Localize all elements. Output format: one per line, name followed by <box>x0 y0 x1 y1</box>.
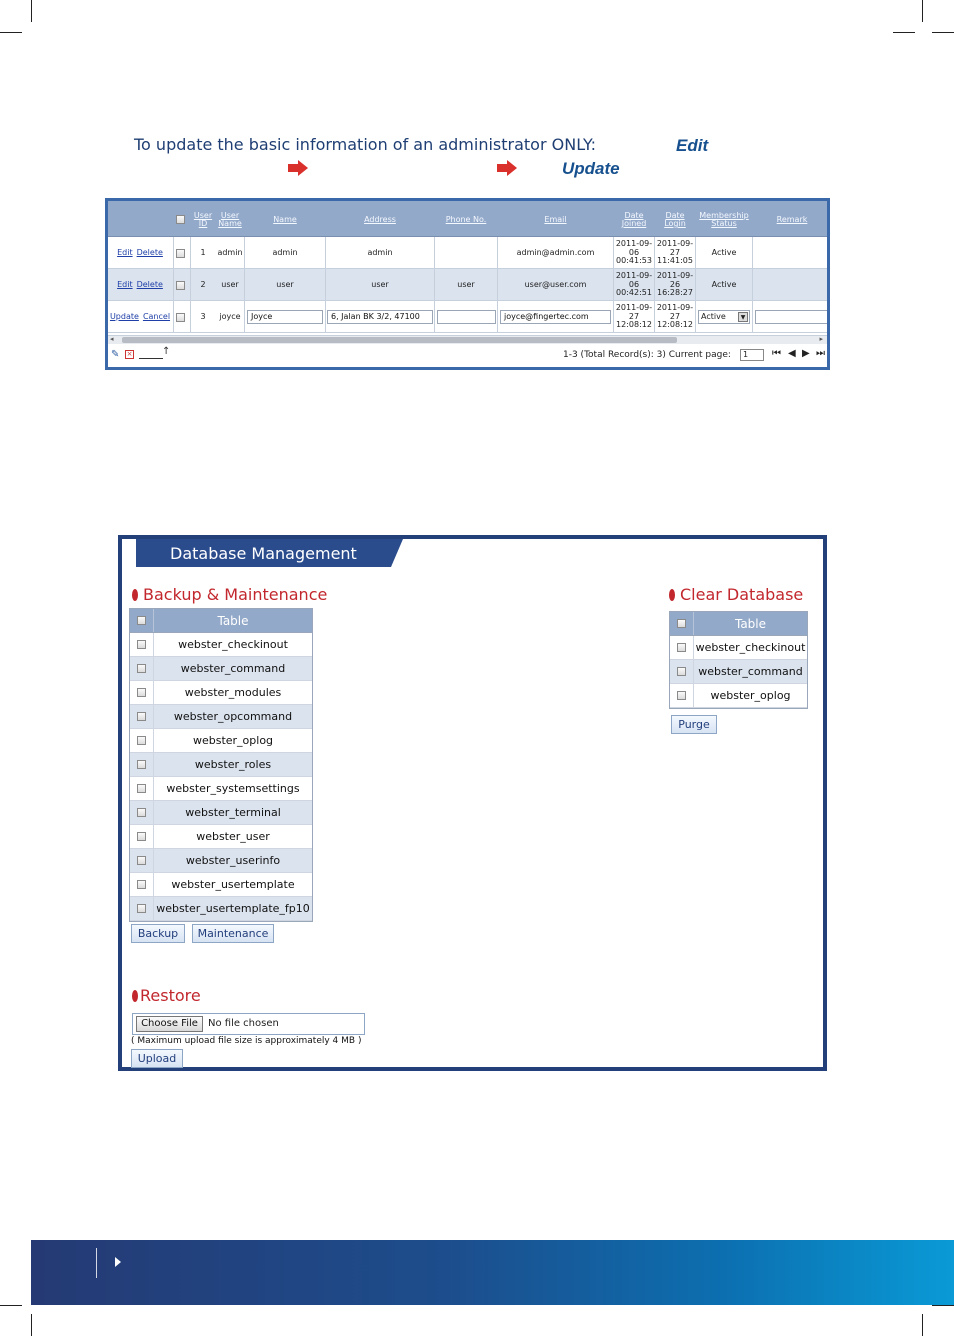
cell-address: user <box>371 279 389 289</box>
scroll-left-icon[interactable]: ◂ <box>110 335 114 343</box>
backup-section-title: Backup & Maintenance <box>143 585 328 604</box>
table-row <box>130 681 312 705</box>
table-name: webster_modules <box>184 686 282 699</box>
cell-email: admin@admin.com <box>516 247 595 257</box>
table-name: webster_checkinout <box>695 641 806 654</box>
table-column-header: Table <box>734 616 767 631</box>
table-name: webster_usertemplate <box>171 878 295 891</box>
cell-status: Active <box>711 279 737 289</box>
row-checkbox[interactable] <box>130 849 154 872</box>
name-input[interactable]: Joyce <box>247 310 323 324</box>
crop-mark <box>0 32 22 33</box>
crop-mark <box>932 32 954 33</box>
cell-date-login: 2011-09-26 16:28:27 <box>656 271 694 298</box>
cell-date-login: 2011-09-27 12:08:12 <box>656 303 694 330</box>
cell-date-joined: 2011-09-27 12:08:12 <box>615 303 653 330</box>
row-checkbox[interactable] <box>130 729 154 752</box>
update-keyword: Update <box>562 159 620 178</box>
cell-username: joyce <box>219 311 241 321</box>
header-date-login[interactable]: Date Login <box>664 210 686 228</box>
edit-link[interactable]: Edit <box>117 279 133 289</box>
page-select-value: 1 <box>743 350 749 359</box>
row-checkbox[interactable] <box>130 873 154 896</box>
crop-mark <box>31 1314 32 1336</box>
cell-id: 2 <box>200 279 206 289</box>
first-page-icon[interactable]: ⏮ <box>772 348 781 359</box>
row-checkbox[interactable] <box>130 681 154 704</box>
table-name: webster_oplog <box>710 689 791 702</box>
table-name: webster_user <box>196 830 270 843</box>
row-checkbox[interactable] <box>670 660 694 683</box>
cell-username: user <box>221 279 239 289</box>
table-row-editing <box>108 301 827 333</box>
row-checkbox[interactable] <box>130 825 154 848</box>
bullet-icon <box>669 589 675 601</box>
table-name: webster_command <box>180 662 286 675</box>
table-row <box>670 636 807 660</box>
cell-date-joined: 2011-09-06 00:42:51 <box>615 271 653 298</box>
bullet-icon <box>132 990 138 1002</box>
file-input[interactable] <box>132 1013 365 1035</box>
select-all-checkbox[interactable] <box>130 609 154 632</box>
select-all-checkbox[interactable] <box>670 612 694 635</box>
purge-button[interactable]: Purge <box>671 715 717 734</box>
header-membership-status[interactable]: Membership Status <box>699 210 749 228</box>
status-select-value: Active <box>701 312 726 321</box>
scroll-right-icon[interactable]: ▸ <box>819 335 823 343</box>
cancel-link[interactable]: Cancel <box>142 311 171 321</box>
page-select[interactable] <box>740 349 764 361</box>
table-row <box>130 801 312 825</box>
upload-size-note: ( Maximum upload file size is approximately 4 MB ) <box>131 1036 362 1046</box>
table-name: webster_command <box>698 665 803 678</box>
chevron-down-icon[interactable]: ▼ <box>738 312 748 322</box>
cell-name: admin <box>272 247 298 257</box>
maintenance-button[interactable]: Maintenance <box>192 924 274 943</box>
table-row <box>130 825 312 849</box>
cell-status: Active <box>711 247 737 257</box>
backup-table <box>129 608 313 922</box>
bullet-icon <box>132 589 138 601</box>
header-phone[interactable]: Phone No. <box>445 214 487 224</box>
page-footer-band <box>31 1240 954 1305</box>
file-status-text: No file chosen <box>208 1018 279 1029</box>
edit-link[interactable]: Edit <box>117 247 133 257</box>
table-name: webster_systemsettings <box>166 782 300 795</box>
cell-remark <box>753 237 830 269</box>
divider <box>139 358 163 359</box>
crop-mark <box>0 1305 22 1306</box>
pager-text: 1-3 (Total Record(s): 3) Current page: <box>563 350 731 360</box>
upload-button[interactable]: Upload <box>131 1049 183 1068</box>
crop-mark <box>922 1314 923 1336</box>
table-row <box>130 849 312 873</box>
header-date-joined[interactable]: Date Joined <box>621 210 647 228</box>
remark-input[interactable] <box>755 310 830 324</box>
crop-mark <box>893 32 915 33</box>
row-actions <box>108 301 172 333</box>
table-row <box>130 777 312 801</box>
phone-input[interactable] <box>437 310 496 324</box>
table-row <box>130 705 312 729</box>
row-checkbox[interactable] <box>174 237 186 269</box>
row-checkbox[interactable] <box>130 633 154 656</box>
row-checkbox[interactable] <box>130 777 154 800</box>
last-page-icon[interactable]: ⏭ <box>816 348 825 359</box>
table-name: webster_terminal <box>185 806 281 819</box>
table-name: webster_userinfo <box>185 854 281 867</box>
next-page-icon[interactable]: ▶ <box>802 348 810 359</box>
delete-link[interactable]: Delete <box>136 247 163 257</box>
table-row <box>130 633 312 657</box>
choose-file-button[interactable]: Choose File <box>136 1016 203 1032</box>
table-row <box>130 729 312 753</box>
email-input[interactable]: joyce@fingertec.com <box>500 310 611 324</box>
crop-mark <box>922 0 923 22</box>
red-arrow-icon <box>288 160 308 176</box>
table-row <box>670 660 807 684</box>
update-link[interactable]: Update <box>109 311 139 321</box>
header-user-id[interactable]: User ID <box>193 210 213 228</box>
cell-phone <box>435 237 497 269</box>
restore-section-title: Restore <box>140 986 201 1005</box>
red-arrow-icon <box>497 160 517 176</box>
edit-icon[interactable]: ✎ <box>111 349 120 360</box>
table-row <box>130 753 312 777</box>
row-checkbox[interactable] <box>174 301 186 333</box>
close-icon[interactable]: × <box>126 350 133 358</box>
row-checkbox[interactable] <box>174 269 186 301</box>
clear-table <box>669 611 808 709</box>
row-actions <box>108 269 172 301</box>
crop-mark <box>31 0 32 22</box>
table-name: webster_usertemplate_fp10 <box>156 902 310 915</box>
table-header <box>130 609 312 633</box>
edit-keyword: Edit <box>676 136 709 155</box>
address-input[interactable]: 6, Jalan BK 3/2, 47100 <box>327 310 433 324</box>
database-management-panel <box>118 535 827 1071</box>
header-name[interactable]: Name <box>273 214 297 224</box>
cell-date-login: 2011-09-27 11:41:05 <box>656 239 694 266</box>
intro-text: To update the basic information of an administrator ONLY: <box>134 135 597 154</box>
admin-table-screenshot <box>105 198 830 370</box>
table-name: webster_checkinout <box>178 638 288 651</box>
select-all-checkbox[interactable] <box>174 213 186 225</box>
cell-address: admin <box>367 247 393 257</box>
panel-title: Database Management <box>136 539 391 567</box>
header-remark[interactable]: Remark <box>776 214 808 224</box>
table-row <box>108 269 827 301</box>
row-checkbox[interactable] <box>670 636 694 659</box>
row-checkbox[interactable] <box>130 801 154 824</box>
delete-link[interactable]: Delete <box>136 279 163 289</box>
row-checkbox[interactable] <box>670 684 694 707</box>
table-column-header: Table <box>217 613 249 628</box>
prev-page-icon[interactable]: ◀ <box>788 348 796 359</box>
pager-bar <box>108 343 827 367</box>
row-checkbox[interactable] <box>130 657 154 680</box>
triangle-right-icon <box>115 1257 121 1267</box>
cell-date-joined: 2011-09-06 00:41:53 <box>615 239 653 266</box>
cell-id: 3 <box>200 311 206 321</box>
table-row <box>130 897 312 921</box>
table-row <box>130 657 312 681</box>
row-actions <box>108 237 172 269</box>
cell-id: 1 <box>200 247 206 257</box>
cell-phone: user <box>457 279 475 289</box>
table-row <box>130 873 312 897</box>
table-header <box>670 612 807 636</box>
header-user-name[interactable]: User Name <box>218 210 242 228</box>
table-name: webster_roles <box>194 758 272 771</box>
clear-section-title: Clear Database <box>680 585 804 604</box>
footer-divider <box>96 1248 97 1278</box>
row-checkbox[interactable] <box>130 753 154 776</box>
header-address[interactable]: Address <box>364 214 396 224</box>
backup-button[interactable]: Backup <box>131 924 185 943</box>
cell-email: user@user.com <box>524 279 587 289</box>
cell-name: user <box>276 279 294 289</box>
table-name: webster_oplog <box>192 734 274 747</box>
cell-username: admin <box>217 247 243 257</box>
cell-remark <box>753 269 830 301</box>
status-select[interactable] <box>698 310 750 324</box>
sort-arrow-icon[interactable]: ↑ <box>162 346 171 357</box>
row-checkbox[interactable] <box>130 897 154 920</box>
crop-mark <box>932 1305 954 1306</box>
header-email[interactable]: Email <box>544 214 567 224</box>
table-name: webster_opcommand <box>173 710 293 723</box>
table-row <box>108 237 827 269</box>
row-checkbox[interactable] <box>130 705 154 728</box>
table-row <box>670 684 807 708</box>
